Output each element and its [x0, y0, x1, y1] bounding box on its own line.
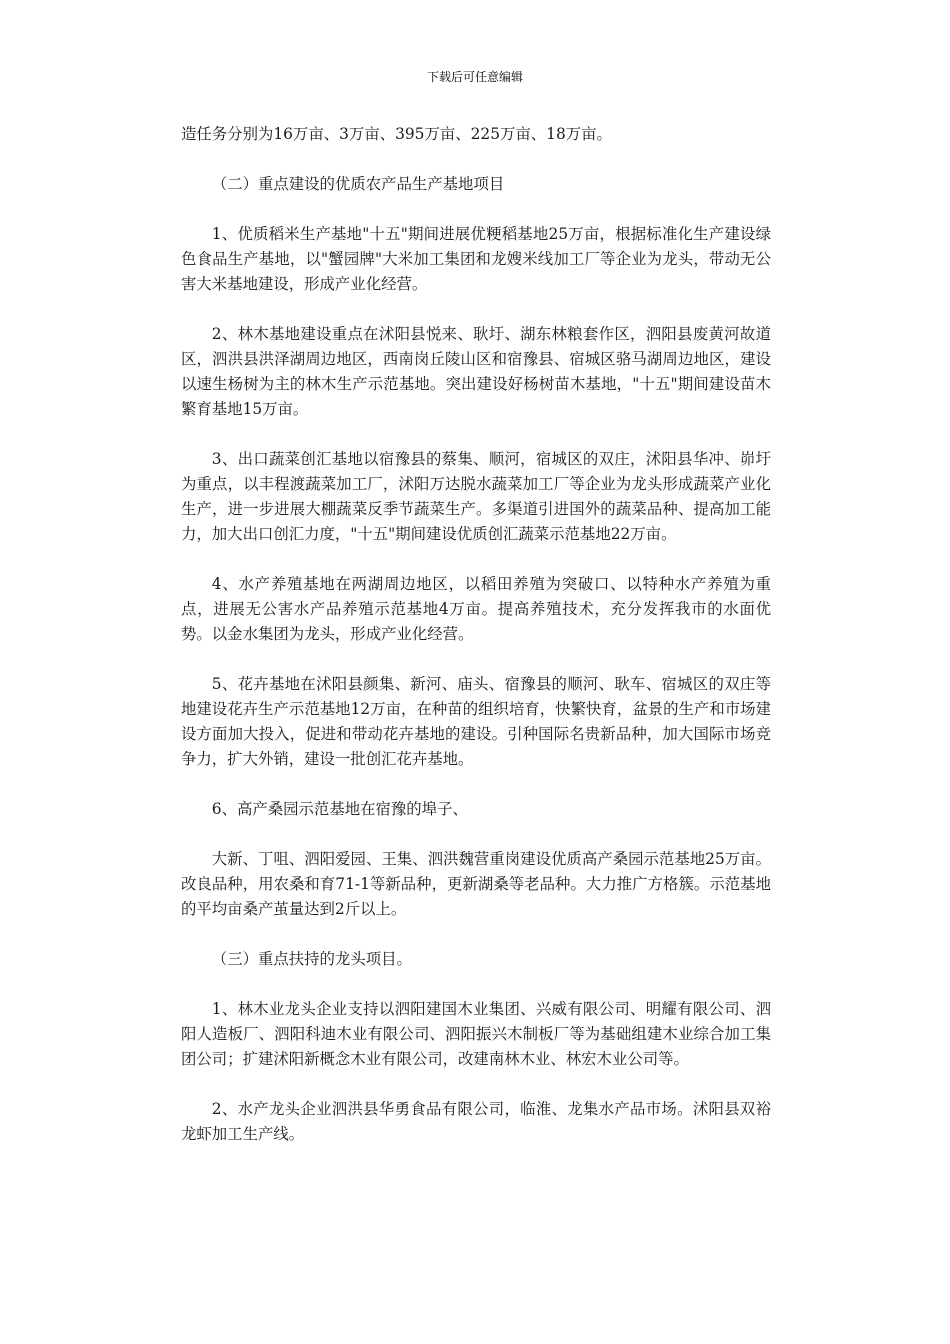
paragraph-mulberry-base: 6、高产桑园示范基地在宿豫的埠子、	[211, 800, 468, 818]
page-header: 下载后可任意编辑	[426, 70, 523, 84]
paragraph-flower-base: 5、花卉基地在沭阳县颜集、新河、庙头、宿豫县的顺河、耿车、宿城区的双庄等地建设花卉生产示范基地12万亩，在种苗的组织培育，快繁快育，盆景的生产和市场建设方面加大投入，促进和带动花卉基地的建设。引种国际名贵新品种，加大国际市场竞争力，扩大外销，建设一批创汇花卉基地。	[181, 675, 771, 768]
paragraph-mulberry-continued: 大新、丁咀、泗阳爱园、王集、泗洪魏营重岗建设优质高产桑园示范基地25万亩。改良品种，用农桑和育71-1等新品种，更新湖桑等老品种。大力推广方格簇。示范基地的平均亩桑产茧量达到2斤以上。	[181, 850, 771, 918]
paragraph-rice-base: 1、优质稻米生产基地"十五"期间进展优粳稻基地25万亩，根据标准化生产建设绿色食品生产基地，以"蟹园牌"大米加工集团和龙嫂米线加工厂等企业为龙头，带动无公害大米基地建设，形成产业化经营。	[181, 225, 771, 293]
paragraph-wood-industry: 1、林木业龙头企业支持以泗阳建国木业集团、兴威有限公司、明耀有限公司、泗阳人造板厂、泗阳科迪木业有限公司、泗阳振兴木制板厂等为基础组建木业综合加工集团公司；扩建沭阳新概念木业有限公司，改建南林木业、林宏木业公司等。	[181, 1000, 771, 1068]
paragraph-forest-base: 2、林木基地建设重点在沭阳县悦来、耿圩、湖东林粮套作区，泗阳县废黄河故道区，泗洪县洪泽湖周边地区，西南岗丘陵山区和宿豫县、宿城区骆马湖周边地区，建设以速生杨树为主的林木生产示范基地。突出建设好杨树苗木基地，"十五"期间建设苗木繁育基地15万亩。	[181, 325, 771, 418]
paragraph-vegetable-base: 3、出口蔬菜创汇基地以宿豫县的蔡集、顺河，宿城区的双庄，沭阳县华冲、峁圩为重点，以丰程渡蔬菜加工厂，沭阳万达脱水蔬菜加工厂等企业为龙头形成蔬菜产业化生产，进一步进展大棚蔬菜反季节蔬菜生产。多渠道引进国外的蔬菜品种、提高加工能力，加大出口创汇力度，"十五"期间建设优质创汇蔬菜示范基地22万亩。	[181, 450, 771, 543]
paragraph-1: 造任务分别为16万亩、3万亩、395万亩、225万亩、18万亩。	[181, 125, 612, 143]
section-heading-3: （三）重点扶持的龙头项目。	[211, 950, 412, 968]
document-body	[181, 122, 771, 1172]
section-heading-2: （二）重点建设的优质农产品生产基地项目	[211, 175, 505, 193]
paragraph-aquaculture-base: 4、水产养殖基地在两湖周边地区，以稻田养殖为突破口、以特种水产养殖为重点，进展无公害水产品养殖示范基地4万亩。提高养殖技术，充分发挥我市的水面优势。以金水集团为龙头，形成产业化经营。	[181, 575, 771, 643]
paragraph-aquatic-industry: 2、水产龙头企业泗洪县华勇食品有限公司，临淮、龙集水产品市场。沭阳县双裕龙虾加工生产线。	[181, 1100, 771, 1143]
